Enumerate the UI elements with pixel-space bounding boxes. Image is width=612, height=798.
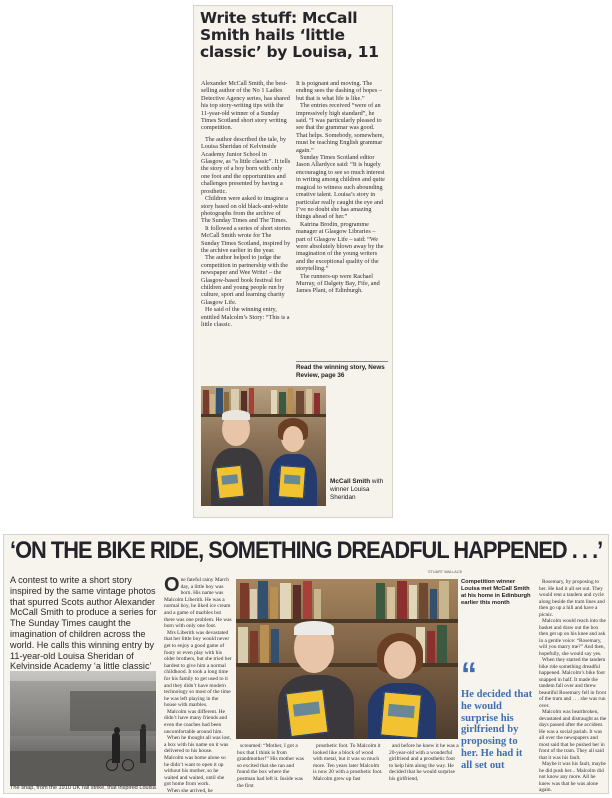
story-paragraph: and before he knew it he was a 20-year-old with a wonderful girlfriend and a prosthetic foot to help him along the way. He decided that he would surprise his girlfriend, [389,743,459,782]
top-right-paragraph: The runners-up were Rachael Murray, of Dalgety Bay, Fife, and James Plant, of Edinburgh. [296,272,380,295]
top-left-paragraph: It followed a series of short stories McCall Smith wrote for The Sunday Times Scotland, inspired by the archive earlier in the year. [201,224,291,254]
top-headline: Write stuff: McCall Smith hails ‘little classic’ by Louisa, 11 [200,9,379,61]
top-left-paragraph: Children were asked to imagine a story based on old black-and-white photographs from the archive of The Sunday Times and The Times. [201,195,288,225]
story-paragraph: Mrs Liberith was devastated that her little boy would never get to enjoy a good game of footy or even play with his older brothers, but she tried her hardest to give him a normal childhood. It took a long time for his family to get used to it and they didn’t have modern technology so most of the time he was left playing in the house with marbles. [164,629,232,709]
top-left-paragraph: Alexander McCall Smith, the best-selling author of the No 1 Ladies Detective Agency series, has shared his top story-writing tips with the 11-year-old winner of a Sunday Times Scotland short story writing competition. [201,80,290,132]
top-left-paragraph: The author helped to judge the competition in partnership with the newspaper and Wee Write! – the Glasgow-based book festival for children and young people run by culture, sport and learning charity Glasgow Life. [201,254,288,306]
caption-rest: with winner Louisa Sheridan [330,478,384,501]
story-paragraph: Rosemary, by proposing to her. He had it all set out. They would rent a tandem and cycle along beside the tram lines and then go up a hill and have a picnic. [539,579,605,618]
top-left-paragraph: The author described the tale, by Louisa Sheridan of Kelvinside Academy Junior School in Glasgow, as “a little classic”. It tells the story of a boy born with only one foot and the opportunities and challenges presented by having a prosthetic. [201,135,291,195]
story-column-far-right [539,579,607,794]
vintage-street-photo [10,671,156,786]
top-right-paragraph: Katrina Brodin, programme manager at Glasgow Libraries – part of Glasgow Life – said: “We were absolutely blown away by the imagination of the young writers and the exceptional quality of the storytelling.” [296,220,384,273]
winner-head [384,641,416,679]
story-column-1 [164,574,232,794]
held-book-winner-large [380,691,422,738]
pull-quote [461,656,535,771]
story-column-3 [313,743,383,783]
standfirst: A contest to write a short story inspired by the same vintage photos that spurred Scots author Alexander McCall Smith to produce a series for The Sunday Times caught the imagination of children across the world. He calls this winning entry by 11-year-old Louisa Sheridan of Kelvinside Academy ‘a little classic’ [10,575,157,672]
bottom-article-clipping [3,534,609,794]
photo-credit: STUART WALLACE [428,570,463,574]
author-winner-large-photo [236,579,458,739]
story-paragraph: When he thought all was lost, a box with his name on it was delivered to his house. Malcolm was home alone so he didn’t want to open it up without his mother, so he waited and waited, until she got home from work. [164,735,232,788]
author-and-winner-photo [201,386,326,506]
top-right-paragraph: Sunday Times Scotland editor Jason Allardyce said: “It is hugely encouraging to see so much interest in writing among children and quite magical to witness such abounding creative talent. Louisa’s story in particular really caught the eye and I’ve no doubt she has amazing things ahead of her.” [296,154,385,221]
story-paragraph: Malcolm was heartbroken, devastated and distraught as the days passed after the accident. He was a social pariah. It was all over the newspapers and most said that he pushed her in front of the tram. They all said that it was his fault. [539,709,607,761]
top-left-column [201,80,291,328]
story-paragraph: One fateful rainy March day, a little boy was born. His name was Malcolm Liberith. He was a normal boy, he liked ice cream and a game of marbles but there was one problem. He was born with only one foot. [164,574,232,630]
story-column-2 [237,743,307,789]
top-photo-caption [330,478,390,501]
top-article-clipping [193,5,393,518]
story-paragraph: Malcolm was different. He didn’t have many friends and even the coaches had been uncomfortable around him. [164,708,228,735]
winner-photo-caption [461,579,533,607]
top-right-paragraph: The entries received “were of an impressively high standard”, he said. “I was particularly pleased to see that the grammar was good. That helps. Somebody, somewhere, must be teaching English grammar again.” [296,102,384,154]
story-paragraph: When they started the tandem bike ride something dreadful happened. Malcolm’s bike foot snapped in half. It made the tandem fall over and threw beautiful Rosemary fell in front of the tram and . . . she was run over. [539,657,607,709]
top-left-paragraph: He said of the winning entry, entitled Malcolm’s Story: “This is a little classic. [201,306,290,328]
held-book-author [215,465,244,500]
winner-caption-text: Competition winner Louisa met McCall Smith at his home in Edinburgh earlier this month [461,579,531,606]
top-right-paragraph: It is poignant and moving. The ending sees the dashing of hopes – but that is what life is like.” [296,80,382,102]
story-paragraph: Malcolm would reach into the basket and draw out the box then get up on his knee and ask in a gentle voice: “Rosemary, will you marry me?” And then, hopefully, she would say yes. [539,618,606,657]
white-hair [222,410,250,420]
caption-name: McCall Smith [330,478,371,485]
bottom-headline: ‘ON THE BIKE RIDE, SOMETHING DREADFUL HAPPENED . . .’ [10,537,603,564]
read-more-note: Read the winning story, News Review, page 36 [296,361,388,379]
story-paragraph: screamed: “Mother, I got a box that I think is from grandmother!” His mother was so excited that she ran and found the box where the postman had left it. Inside was the first [237,743,304,789]
top-right-column [296,80,386,295]
quote-mark-icon: “ [461,656,477,692]
story-paragraph: When she arrived, he [167,788,213,794]
pull-quote-text: He decided that he would surprise his girlfriend by proposing to her. He had it all set out [461,689,533,771]
story-paragraph: Maybe it was his fault, maybe he did push her... Malcolm did not know any more. All he knew was that he was alone again. [539,761,606,793]
held-book-author-large [285,689,328,737]
story-column-4 [389,743,459,783]
story-paragraph: prosthetic foot. To Malcolm it looked like a block of wood with metal, but it was so much more. Ten years later Malcolm is now 20 with a prosthetic foot. Malcolm grew up fast [313,743,383,782]
held-book-winner [278,465,306,499]
street-photo-caption: The snap, from the 1910 UK rail strike, that inspired Louisa [10,785,156,791]
